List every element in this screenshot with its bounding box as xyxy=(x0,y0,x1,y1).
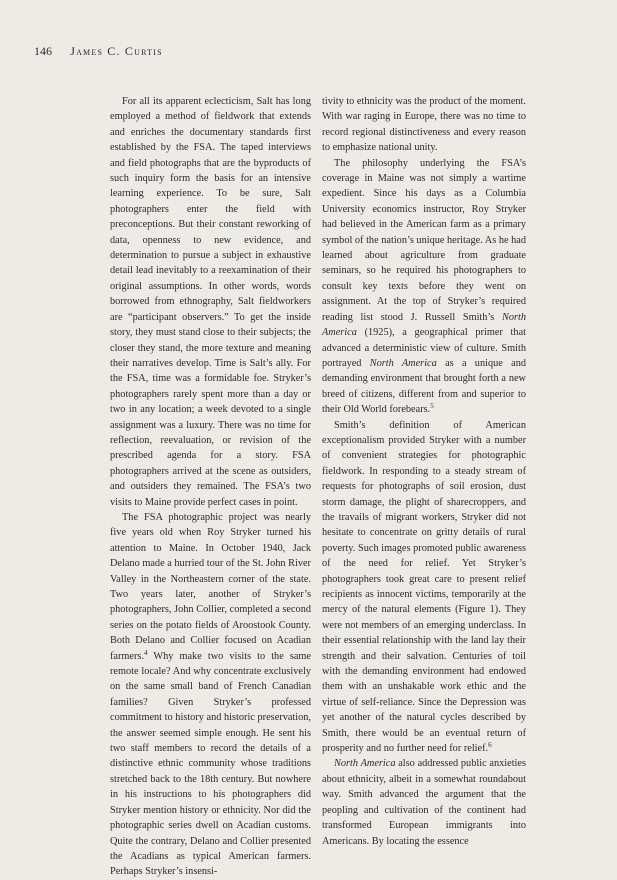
book-title: North America xyxy=(322,311,526,339)
footnote-ref: 6 xyxy=(488,741,492,750)
paragraph: The FSA photographic project was nearly five years old when Roy Stryker turned his attention to Maine. In October 1940, Jack Delano made a hurried tour of the St. John River Valley in the Northeastern corner of the state. Two years later, another of Stryker’s photographers, John Collier, completed a second series on the potato fields of Aroostook County. Both Delano and Collier focused on Acadian farmers.$^4$ Why make two visits to the same remote locale? And why concentrate exclusively on the same small band of French Canadian families? Given Stryker’s professed commitment to history and historic preservation, the answer seemed simple enough. He sent his two staff members to record the details of a distinctive ethnic community whose traditions stretched back to the 18th century. But nowhere in his instructions to his photographers did Stryker mention history or ethnicity. Nor did the photographic series dwell on Acadian customs. Quite the contrary, Delano and Collier presented the Acadians as typical American farmers. Perhaps Stryker’s insensi- xyxy=(110,511,311,878)
right-column xyxy=(322,94,526,849)
footnote-ref: 5 xyxy=(430,402,434,411)
paragraph: The philosophy underlying the FSA’s coverage in Maine was not simply a wartime expedient. Since his days as a Columbia University economics instructor, Roy Stryker had believed in the American farm as a primary symbol of the nation’s unique heritage. As he had learned about agriculture from graduate seminars, so he required his photographers to consult key texts before they went on assignment. At the top of Stryker’s required reading list stood J. Russell Smith’s North America (1925), a geographical primer that advanced a deterministic view of culture. Smith portrayed North America as a unique and demanding environment that brought forth a new breed of citizens, different from and superior to their Old World forebears.$^5$ xyxy=(322,157,526,416)
paragraph: For all its apparent eclecticism, Salt has long employed a method of fieldwork that extends and enriches the documentary standards first established by the FSA. The taped interviews and field photographs that are the byproducts of such inquiry form the basis for an intensive learning experience. To be sure, Salt photographers enter the field with preconceptions. But their constant reworking of data, openness to new evidence, and determination to pursue a subject in exhaustive detail lead inevitably to a reexamination of their original assumptions. In other words, words borrowed from ethnography, Salt fieldworkers are “participant observers.” To get the inside story, they must stand close to their subjects; the closer they stand, the more texture and meaning their narratives develop. Time is Salt’s ally. For the FSA, time was a formidable foe. Stryker’s photographers rarely spent more than a day or two in any location; a week devoted to a single assignment was a luxury. There was no time for reflection, reevaluation, or revision of the prescribed agenda for a story. FSA photographers arrived at the scene as outsiders, and outsiders they remained. The FSA’s two visits to Maine provide perfect cases in point. xyxy=(110,96,311,508)
footnote-ref: 4 xyxy=(144,648,148,657)
running-author: James C. Curtis xyxy=(70,44,163,58)
paragraph: Smith’s definition of American exceptionalism provided Stryker with a number of convenient strategies for photographic fieldwork. In responding to a steady stream of requests for photographs of soil erosion, dust storm damage, the plight of sharecroppers, and the travails of migrant workers, Stryker did not hesitate to concentrate on gritty details of rural poverty. Such images promoted public awareness of the need for relief. Yet Stryker’s photographers took great care to present relief recipients as innocent victims, temporarily at the mercy of the natural elements (Figure 1). They were not members of an emerging underclass. In their essential relationship with the land lay their strength and their salvation. Centuries of toil with the demanding environment had endowed them with an unshakable work ethic and the virtue of self-reliance. Since the Depression was yet another of the natural cycles described by Smith, there would be an eventual return of prosperity and no further need for relief.$^6$ xyxy=(322,419,526,755)
paragraph: tivity to ethnicity was the product of the moment. With war raging in Europe, there was no time to record regional distinctiveness and every reason to emphasize national unity. xyxy=(322,96,526,154)
book-title: North America xyxy=(334,758,396,770)
left-column xyxy=(110,94,311,880)
paragraph: North America also addressed public anxieties about ethnicity, albeit in a somewhat roundabout way. Smith advanced the argument that the peopling and cultivation of the continent had transformed European immigrants into Americans. By locating the essence xyxy=(322,758,526,847)
running-header xyxy=(34,44,163,59)
book-title: North America xyxy=(369,357,437,369)
page-number: 146 xyxy=(34,44,52,58)
